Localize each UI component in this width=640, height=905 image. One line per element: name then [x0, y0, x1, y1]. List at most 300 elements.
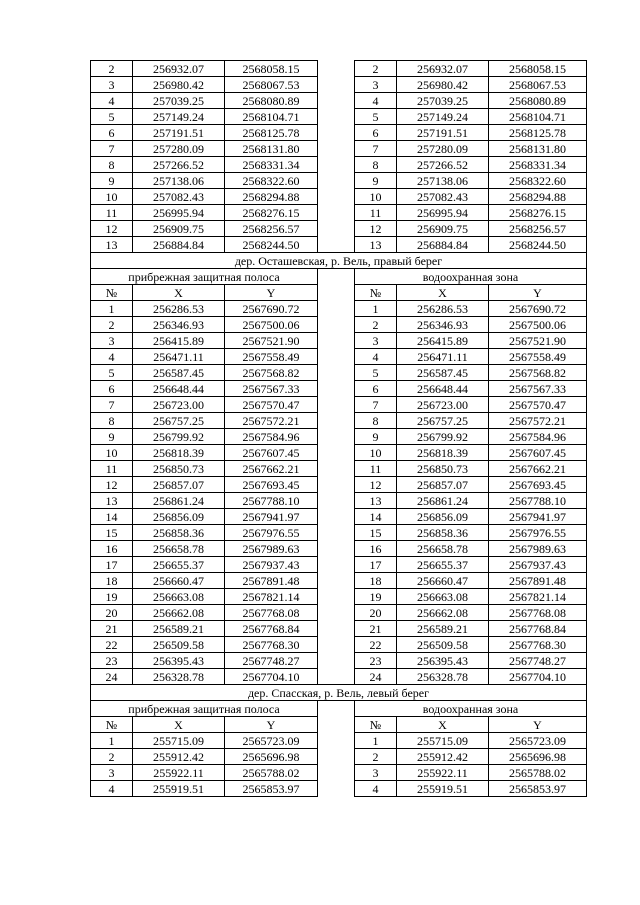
left-subsection-title: прибрежная защитная полоса: [91, 269, 318, 285]
column-gap: [318, 109, 355, 125]
table-row: [91, 781, 587, 797]
y-coordinate: 2567788.10: [225, 493, 318, 509]
x-coordinate: 257280.09: [133, 141, 225, 157]
x-coordinate: 256415.89: [133, 333, 225, 349]
table-row: [91, 509, 587, 525]
point-number: 13: [91, 493, 133, 509]
x-coordinate: 256589.21: [133, 621, 225, 637]
point-number: 13: [355, 493, 397, 509]
x-coordinate: 255922.11: [397, 765, 489, 781]
table-row: [91, 237, 587, 253]
y-coordinate: 2568322.60: [225, 173, 318, 189]
x-coordinate: 256723.00: [133, 397, 225, 413]
y-coordinate: 2567662.21: [489, 461, 587, 477]
point-number: 3: [91, 77, 133, 93]
header-x: X: [133, 717, 225, 733]
x-coordinate: 255919.51: [133, 781, 225, 797]
y-coordinate: 2568244.50: [489, 237, 587, 253]
column-gap: [318, 413, 355, 429]
subsection-title-row: [91, 269, 587, 285]
x-coordinate: 257266.52: [397, 157, 489, 173]
point-number: 5: [91, 109, 133, 125]
y-coordinate: 2567941.97: [225, 509, 318, 525]
point-number: 21: [355, 621, 397, 637]
x-coordinate: 257039.25: [397, 93, 489, 109]
y-coordinate: 2567768.30: [225, 637, 318, 653]
point-number: 17: [91, 557, 133, 573]
y-coordinate: 2565853.97: [225, 781, 318, 797]
y-coordinate: 2567500.06: [225, 317, 318, 333]
point-number: 6: [91, 381, 133, 397]
point-number: 5: [355, 365, 397, 381]
point-number: 2: [355, 317, 397, 333]
header-y: Y: [489, 285, 587, 301]
x-coordinate: 256861.24: [133, 493, 225, 509]
y-coordinate: 2567568.82: [225, 365, 318, 381]
x-coordinate: 256660.47: [397, 573, 489, 589]
column-gap: [318, 589, 355, 605]
y-coordinate: 2567558.49: [489, 349, 587, 365]
x-coordinate: 257191.51: [397, 125, 489, 141]
column-gap: [318, 477, 355, 493]
header-x: X: [397, 717, 489, 733]
y-coordinate: 2567891.48: [489, 573, 587, 589]
y-coordinate: 2567690.72: [489, 301, 587, 317]
section-title-row: [91, 253, 587, 269]
x-coordinate: 256663.08: [397, 589, 489, 605]
x-coordinate: 256858.36: [397, 525, 489, 541]
column-gap: [318, 173, 355, 189]
x-coordinate: 256663.08: [133, 589, 225, 605]
table-row: [91, 301, 587, 317]
column-gap: [318, 493, 355, 509]
column-gap: [318, 749, 355, 765]
table-row: [91, 205, 587, 221]
x-coordinate: 256662.08: [397, 605, 489, 621]
x-coordinate: 255715.09: [133, 733, 225, 749]
point-number: 5: [91, 365, 133, 381]
point-number: 2: [355, 749, 397, 765]
point-number: 9: [355, 429, 397, 445]
x-coordinate: 255715.09: [397, 733, 489, 749]
y-coordinate: 2567693.45: [225, 477, 318, 493]
section-title: дер. Осташевская, р. Вель, правый берег: [91, 253, 587, 269]
x-coordinate: 256658.78: [397, 541, 489, 557]
header-num: №: [91, 717, 133, 733]
y-coordinate: 2568322.60: [489, 173, 587, 189]
point-number: 19: [355, 589, 397, 605]
y-coordinate: 2567607.45: [225, 445, 318, 461]
header-num: №: [355, 285, 397, 301]
coordinates-table: [90, 60, 587, 797]
x-coordinate: 257149.24: [397, 109, 489, 125]
y-coordinate: 2568104.71: [489, 109, 587, 125]
point-number: 10: [91, 189, 133, 205]
y-coordinate: 2567558.49: [225, 349, 318, 365]
column-gap: [318, 573, 355, 589]
x-coordinate: 256799.92: [133, 429, 225, 445]
point-number: 14: [355, 509, 397, 525]
y-coordinate: 2567584.96: [225, 429, 318, 445]
y-coordinate: 2567572.21: [489, 413, 587, 429]
y-coordinate: 2567567.33: [225, 381, 318, 397]
column-gap: [318, 669, 355, 685]
x-coordinate: 256471.11: [133, 349, 225, 365]
point-number: 1: [91, 733, 133, 749]
point-number: 8: [91, 157, 133, 173]
point-number: 22: [355, 637, 397, 653]
x-coordinate: 256858.36: [133, 525, 225, 541]
point-number: 20: [355, 605, 397, 621]
y-coordinate: 2567584.96: [489, 429, 587, 445]
column-gap: [318, 349, 355, 365]
table-row: [91, 429, 587, 445]
point-number: 7: [355, 397, 397, 413]
x-coordinate: 256884.84: [397, 237, 489, 253]
column-gap: [318, 93, 355, 109]
x-coordinate: 257280.09: [397, 141, 489, 157]
x-coordinate: 256328.78: [397, 669, 489, 685]
table-row: [91, 573, 587, 589]
x-coordinate: 257039.25: [133, 93, 225, 109]
column-gap: [318, 445, 355, 461]
table-row: [91, 733, 587, 749]
y-coordinate: 2567704.10: [225, 669, 318, 685]
point-number: 12: [355, 477, 397, 493]
y-coordinate: 2567768.08: [225, 605, 318, 621]
column-gap: [318, 397, 355, 413]
point-number: 4: [355, 349, 397, 365]
column-gap: [318, 77, 355, 93]
column-header-row: [91, 717, 587, 733]
y-coordinate: 2567690.72: [225, 301, 318, 317]
point-number: 16: [91, 541, 133, 557]
point-number: 3: [355, 765, 397, 781]
point-number: 10: [91, 445, 133, 461]
right-subsection-title: водоохранная зона: [355, 269, 587, 285]
x-coordinate: 256587.45: [133, 365, 225, 381]
x-coordinate: 257266.52: [133, 157, 225, 173]
point-number: 4: [355, 781, 397, 797]
x-coordinate: 257082.43: [397, 189, 489, 205]
column-gap: [318, 237, 355, 253]
y-coordinate: 2568256.57: [489, 221, 587, 237]
y-coordinate: 2568331.34: [225, 157, 318, 173]
y-coordinate: 2567748.27: [489, 653, 587, 669]
x-coordinate: 256648.44: [397, 381, 489, 397]
point-number: 7: [355, 141, 397, 157]
x-coordinate: 257138.06: [397, 173, 489, 189]
point-number: 3: [91, 333, 133, 349]
y-coordinate: 2567937.43: [225, 557, 318, 573]
y-coordinate: 2568080.89: [225, 93, 318, 109]
table-row: [91, 557, 587, 573]
column-gap: [318, 157, 355, 173]
x-coordinate: 257191.51: [133, 125, 225, 141]
x-coordinate: 256884.84: [133, 237, 225, 253]
column-gap: [318, 717, 355, 733]
header-x: X: [397, 285, 489, 301]
x-coordinate: 256286.53: [133, 301, 225, 317]
table-row: [91, 61, 587, 77]
point-number: 11: [91, 205, 133, 221]
x-coordinate: 256395.43: [397, 653, 489, 669]
point-number: 18: [355, 573, 397, 589]
x-coordinate: 256995.94: [397, 205, 489, 221]
y-coordinate: 2568276.15: [225, 205, 318, 221]
table-row: [91, 349, 587, 365]
table-row: [91, 365, 587, 381]
x-coordinate: 256757.25: [133, 413, 225, 429]
header-y: Y: [489, 717, 587, 733]
table-row: [91, 605, 587, 621]
y-coordinate: 2565696.98: [225, 749, 318, 765]
point-number: 5: [355, 109, 397, 125]
point-number: 2: [355, 61, 397, 77]
point-number: 17: [355, 557, 397, 573]
point-number: 9: [355, 173, 397, 189]
y-coordinate: 2567662.21: [225, 461, 318, 477]
column-gap: [318, 733, 355, 749]
x-coordinate: 256856.09: [133, 509, 225, 525]
x-coordinate: 256818.39: [133, 445, 225, 461]
point-number: 11: [355, 461, 397, 477]
column-gap: [318, 765, 355, 781]
column-gap: [318, 525, 355, 541]
y-coordinate: 2567768.30: [489, 637, 587, 653]
header-num: №: [355, 717, 397, 733]
column-gap: [318, 429, 355, 445]
table-row: [91, 765, 587, 781]
table-row: [91, 317, 587, 333]
y-coordinate: 2568294.88: [225, 189, 318, 205]
point-number: 1: [355, 301, 397, 317]
point-number: 19: [91, 589, 133, 605]
table-row: [91, 397, 587, 413]
point-number: 4: [91, 781, 133, 797]
x-coordinate: 256589.21: [397, 621, 489, 637]
x-coordinate: 256346.93: [133, 317, 225, 333]
point-number: 16: [355, 541, 397, 557]
table-row: [91, 477, 587, 493]
y-coordinate: 2568131.80: [489, 141, 587, 157]
column-gap: [318, 317, 355, 333]
point-number: 24: [91, 669, 133, 685]
point-number: 12: [355, 221, 397, 237]
y-coordinate: 2568067.53: [489, 77, 587, 93]
y-coordinate: 2568104.71: [225, 109, 318, 125]
left-subsection-title: прибрежная защитная полоса: [91, 701, 318, 717]
column-gap: [318, 269, 355, 285]
point-number: 3: [91, 765, 133, 781]
point-number: 3: [355, 333, 397, 349]
point-number: 7: [91, 397, 133, 413]
x-coordinate: 256932.07: [397, 61, 489, 77]
point-number: 10: [355, 445, 397, 461]
right-subsection-title: водоохранная зона: [355, 701, 587, 717]
column-header-row: [91, 285, 587, 301]
column-gap: [318, 189, 355, 205]
x-coordinate: 256346.93: [397, 317, 489, 333]
table-row: [91, 189, 587, 205]
point-number: 11: [91, 461, 133, 477]
point-number: 7: [91, 141, 133, 157]
y-coordinate: 2565723.09: [489, 733, 587, 749]
y-coordinate: 2567704.10: [489, 669, 587, 685]
y-coordinate: 2567891.48: [225, 573, 318, 589]
column-gap: [318, 781, 355, 797]
x-coordinate: 256980.42: [397, 77, 489, 93]
y-coordinate: 2568125.78: [225, 125, 318, 141]
table-row: [91, 381, 587, 397]
table-row: [91, 589, 587, 605]
point-number: 3: [355, 77, 397, 93]
table-row: [91, 93, 587, 109]
table-row: [91, 221, 587, 237]
y-coordinate: 2567976.55: [489, 525, 587, 541]
column-gap: [318, 285, 355, 301]
table-row: [91, 125, 587, 141]
x-coordinate: 256850.73: [133, 461, 225, 477]
y-coordinate: 2568244.50: [225, 237, 318, 253]
point-number: 4: [91, 93, 133, 109]
y-coordinate: 2567768.84: [489, 621, 587, 637]
y-coordinate: 2567521.90: [489, 333, 587, 349]
x-coordinate: 256861.24: [397, 493, 489, 509]
x-coordinate: 257138.06: [133, 173, 225, 189]
x-coordinate: 257149.24: [133, 109, 225, 125]
point-number: 15: [355, 525, 397, 541]
x-coordinate: 255912.42: [133, 749, 225, 765]
point-number: 1: [355, 733, 397, 749]
x-coordinate: 256395.43: [133, 653, 225, 669]
table-row: [91, 141, 587, 157]
x-coordinate: 256818.39: [397, 445, 489, 461]
table-row: [91, 109, 587, 125]
header-num: №: [91, 285, 133, 301]
header-x: X: [133, 285, 225, 301]
y-coordinate: 2565788.02: [225, 765, 318, 781]
y-coordinate: 2568256.57: [225, 221, 318, 237]
column-gap: [318, 61, 355, 77]
table-row: [91, 413, 587, 429]
table-row: [91, 173, 587, 189]
column-gap: [318, 701, 355, 717]
x-coordinate: 256471.11: [397, 349, 489, 365]
point-number: 9: [91, 429, 133, 445]
point-number: 12: [91, 221, 133, 237]
x-coordinate: 256757.25: [397, 413, 489, 429]
table-row: [91, 493, 587, 509]
y-coordinate: 2567572.21: [225, 413, 318, 429]
x-coordinate: 256328.78: [133, 669, 225, 685]
y-coordinate: 2568294.88: [489, 189, 587, 205]
column-gap: [318, 221, 355, 237]
y-coordinate: 2567976.55: [225, 525, 318, 541]
coordinates-document: [90, 60, 586, 797]
column-gap: [318, 637, 355, 653]
y-coordinate: 2567748.27: [225, 653, 318, 669]
x-coordinate: 255912.42: [397, 749, 489, 765]
table-row: [91, 749, 587, 765]
y-coordinate: 2568080.89: [489, 93, 587, 109]
column-gap: [318, 125, 355, 141]
x-coordinate: 256662.08: [133, 605, 225, 621]
table-row: [91, 525, 587, 541]
table-row: [91, 157, 587, 173]
y-coordinate: 2568058.15: [225, 61, 318, 77]
y-coordinate: 2567821.14: [225, 589, 318, 605]
header-y: Y: [225, 717, 318, 733]
table-row: [91, 445, 587, 461]
column-gap: [318, 301, 355, 317]
point-number: 23: [355, 653, 397, 669]
y-coordinate: 2568276.15: [489, 205, 587, 221]
y-coordinate: 2567567.33: [489, 381, 587, 397]
y-coordinate: 2568058.15: [489, 61, 587, 77]
table-row: [91, 333, 587, 349]
subsection-title-row: [91, 701, 587, 717]
y-coordinate: 2565696.98: [489, 749, 587, 765]
table-row: [91, 461, 587, 477]
point-number: 8: [91, 413, 133, 429]
y-coordinate: 2567937.43: [489, 557, 587, 573]
x-coordinate: 255922.11: [133, 765, 225, 781]
x-coordinate: 256909.75: [133, 221, 225, 237]
column-gap: [318, 621, 355, 637]
x-coordinate: 256980.42: [133, 77, 225, 93]
x-coordinate: 256932.07: [133, 61, 225, 77]
header-y: Y: [225, 285, 318, 301]
x-coordinate: 256509.58: [133, 637, 225, 653]
y-coordinate: 2567768.84: [225, 621, 318, 637]
point-number: 15: [91, 525, 133, 541]
y-coordinate: 2567521.90: [225, 333, 318, 349]
x-coordinate: 255919.51: [397, 781, 489, 797]
column-gap: [318, 541, 355, 557]
point-number: 4: [355, 93, 397, 109]
point-number: 24: [355, 669, 397, 685]
point-number: 2: [91, 749, 133, 765]
x-coordinate: 256509.58: [397, 637, 489, 653]
y-coordinate: 2567788.10: [489, 493, 587, 509]
section-title-row: [91, 685, 587, 701]
y-coordinate: 2567821.14: [489, 589, 587, 605]
table-row: [91, 77, 587, 93]
column-gap: [318, 365, 355, 381]
x-coordinate: 256286.53: [397, 301, 489, 317]
point-number: 9: [91, 173, 133, 189]
column-gap: [318, 605, 355, 621]
point-number: 4: [91, 349, 133, 365]
x-coordinate: 256655.37: [133, 557, 225, 573]
y-coordinate: 2568131.80: [225, 141, 318, 157]
point-number: 22: [91, 637, 133, 653]
x-coordinate: 256857.07: [133, 477, 225, 493]
table-row: [91, 653, 587, 669]
y-coordinate: 2567570.47: [225, 397, 318, 413]
x-coordinate: 256587.45: [397, 365, 489, 381]
point-number: 8: [355, 413, 397, 429]
y-coordinate: 2567500.06: [489, 317, 587, 333]
column-gap: [318, 509, 355, 525]
column-gap: [318, 461, 355, 477]
column-gap: [318, 141, 355, 157]
column-gap: [318, 205, 355, 221]
x-coordinate: 256857.07: [397, 477, 489, 493]
column-gap: [318, 381, 355, 397]
point-number: 8: [355, 157, 397, 173]
